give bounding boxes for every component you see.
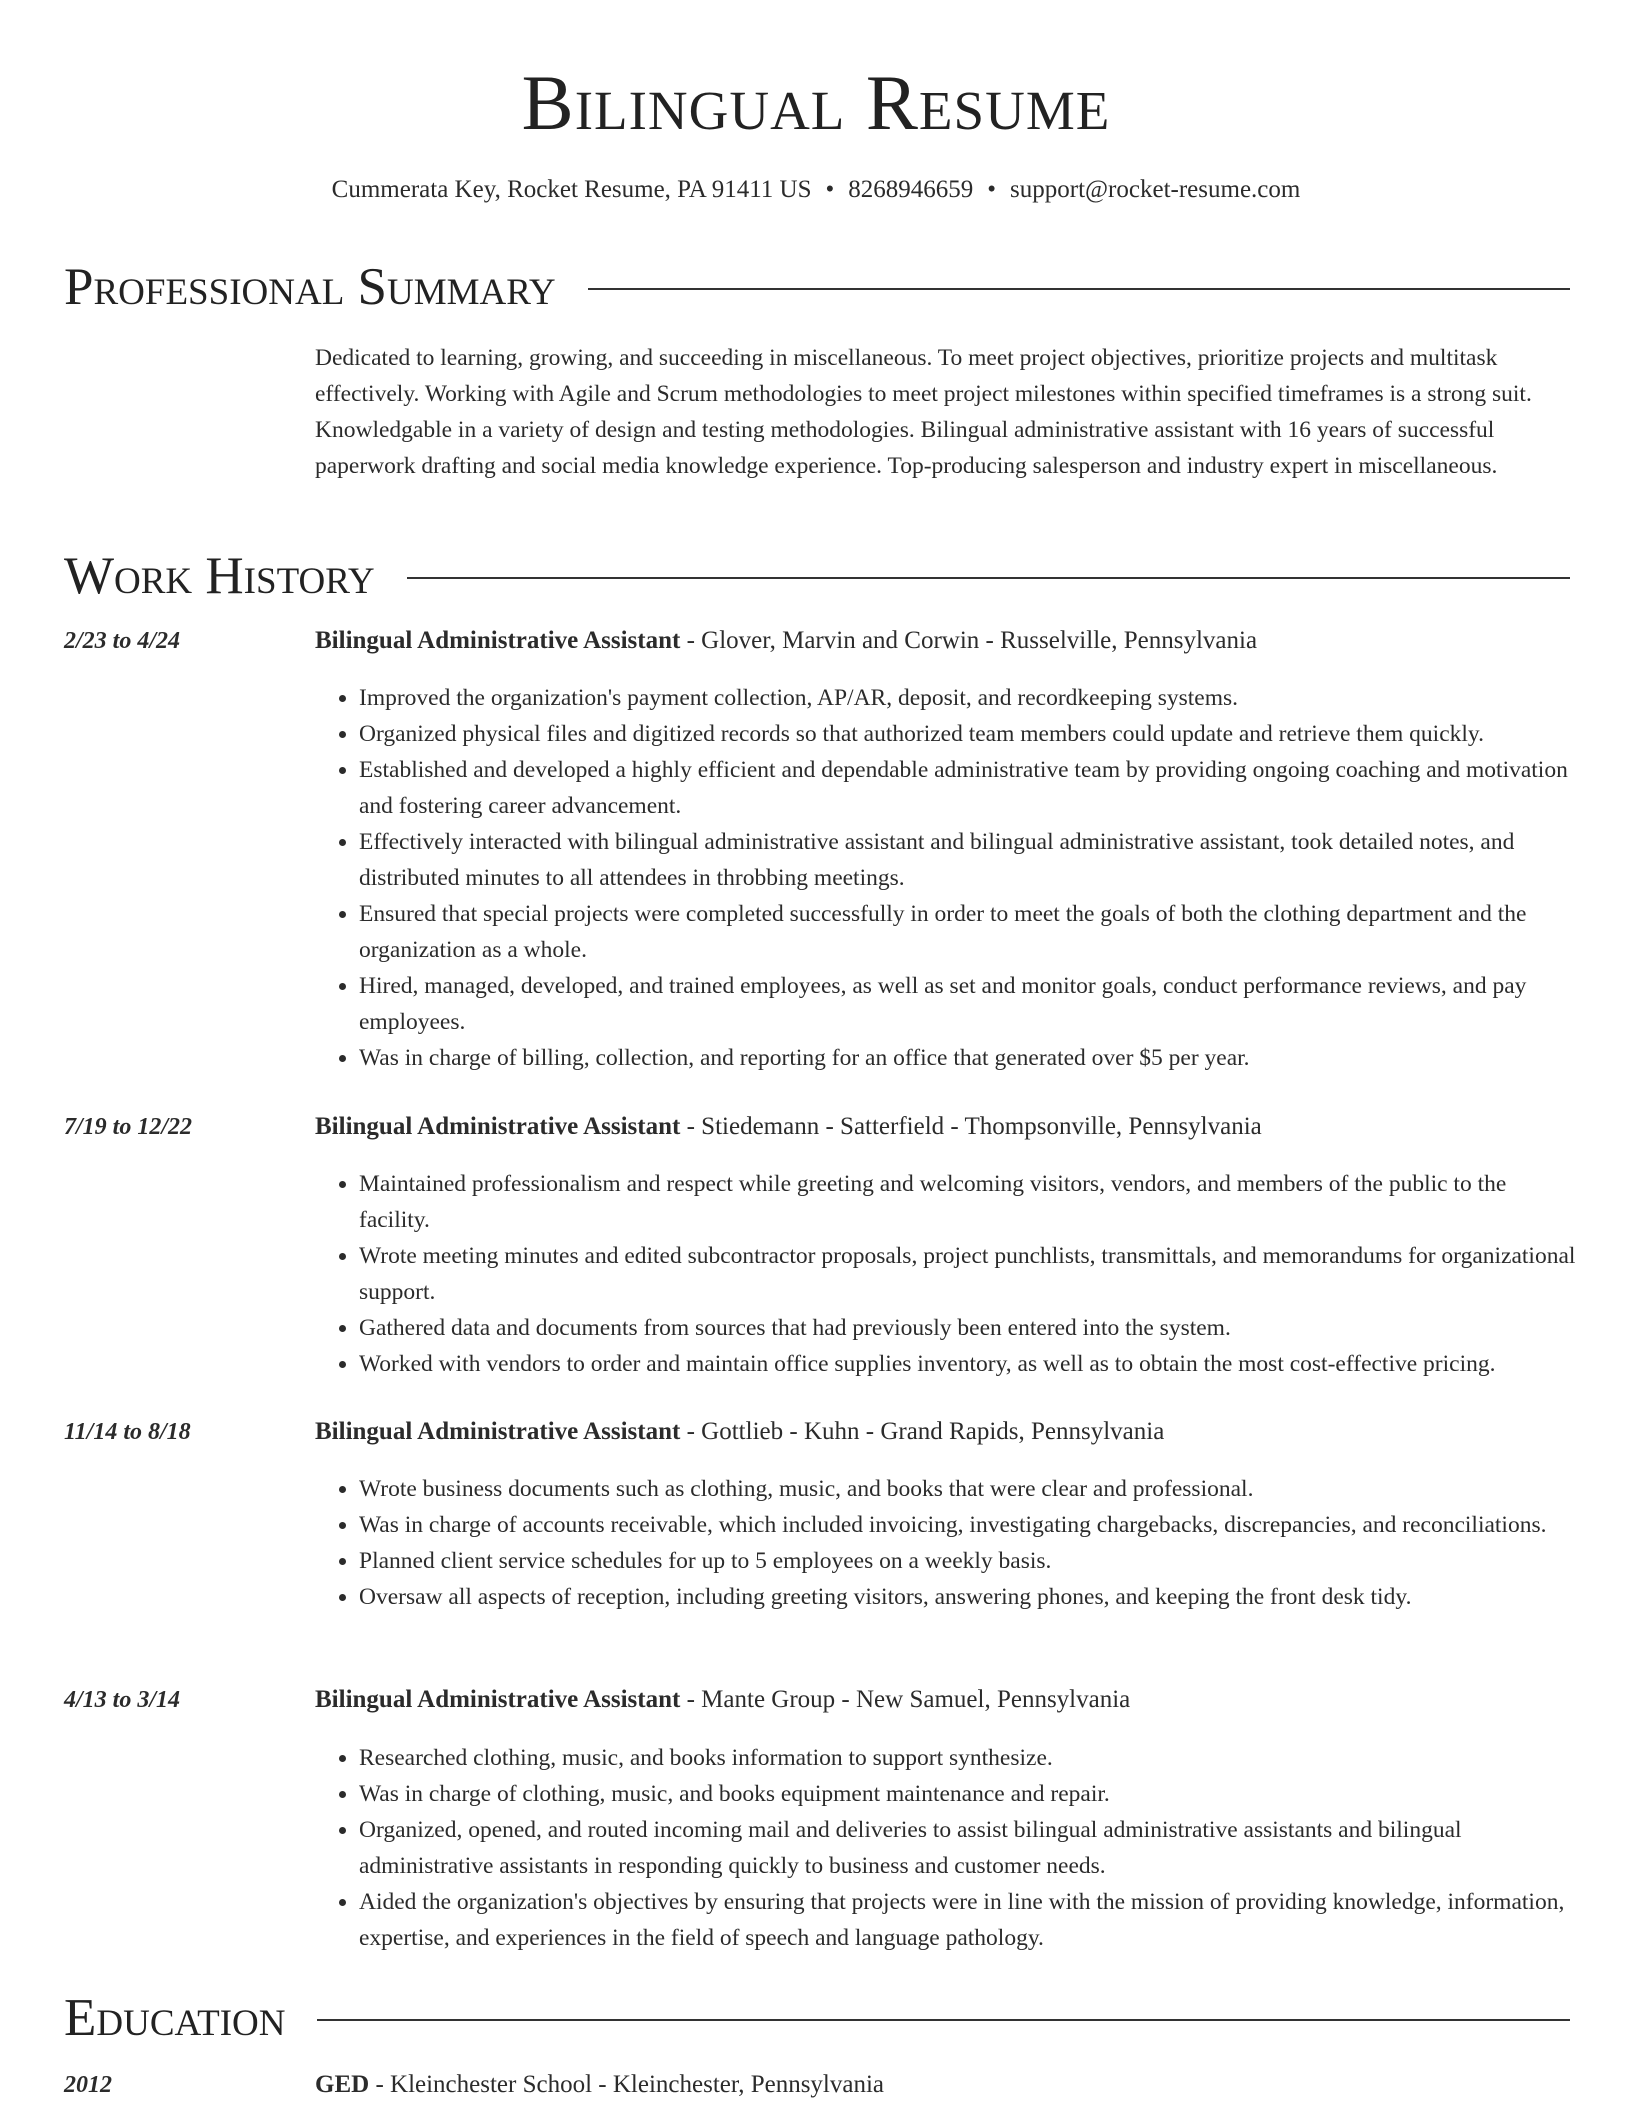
contact-separator: • [825,176,835,203]
job-bullets [315,1471,1580,1615]
list-item: • Oversaw all aspects of reception, including greeting visitors, answering phones, and keeping the front desk tidy. [359,1579,1580,1615]
education-degree: GED [315,2071,370,2098]
job-heading [315,1113,1595,1141]
list-item: • Was in charge of accounts receivable, which included invoicing, investigating chargebacks, discrepancies, and reconciliations. [359,1507,1580,1543]
education-details: - Kleinchester School - Kleinchester, Pennsylvania [369,2071,885,2098]
list-item: • Aided the organization's objectives by ensuring that projects were in line with the mission of providing knowledge, information, expertise, and experiences in the field of speech and language pathology. [359,1884,1580,1956]
resume-name: Bilingual Resume [521,59,1111,146]
list-item: • Worked with vendors to order and maintain office supplies inventory, as well as to obtain the most cost-effective pricing. [359,1346,1580,1382]
job-role: Bilingual Administrative Assistant [315,627,681,654]
section-title: Professional Summary [64,258,556,316]
education-year: 2012 [64,2072,112,2098]
education-heading [315,2071,1595,2099]
contact-separator: • [987,176,997,203]
section-title: Education [64,1989,286,2047]
job-details: - Gottlieb - Kuhn - Grand Rapids, Pennsylvania [680,1418,1165,1445]
job-bullets [315,680,1580,1076]
job-heading [315,1418,1595,1446]
job-dates: 2/23 to 4/24 [64,628,181,654]
job-details: - Mante Group - New Samuel, Pennsylvania [680,1686,1131,1713]
list-item: • Organized physical files and digitized records so that authorized team members could update and retrieve them quickly. [359,716,1580,752]
list-item: • Planned client service schedules for up to 5 employees on a weekly basis. [359,1543,1580,1579]
job-bullets [315,1740,1580,1956]
job-heading [315,1686,1595,1714]
contact-email: support@rocket-resume.com [1010,176,1301,203]
contact-line [0,176,1632,204]
list-item: • Organized, opened, and routed incoming mail and deliveries to assist bilingual administrative assistants and bilingual administrative assistants in responding quickly to business and customer needs. [359,1812,1580,1884]
job-details: - Stiedemann - Satterfield - Thompsonville, Pennsylvania [680,1113,1262,1140]
list-item: • Was in charge of billing, collection, and reporting for an office that generated over $5 per year. [359,1040,1580,1076]
list-item: • Ensured that special projects were completed successfully in order to meet the goals of both the clothing department and the organization as a whole. [359,896,1580,968]
contact-phone: 8268946659 [848,176,974,203]
job-role: Bilingual Administrative Assistant [315,1686,681,1713]
list-item: • Effectively interacted with bilingual administrative assistant and bilingual administrative assistant, took detailed notes, and distributed minutes to all attendees in throbbing meetings. [359,824,1580,896]
list-item: • Established and developed a highly efficient and dependable administrative team by providing ongoing coaching and motivation and fostering career advancement. [359,752,1580,824]
contact-address: Cummerata Key, Rocket Resume, PA 91411 US [331,176,812,203]
work-section-header [64,545,1570,607]
list-item: • Was in charge of clothing, music, and books equipment maintenance and repair. [359,1776,1580,1812]
education-section-header [64,1987,1570,2049]
summary-section-header [64,256,1570,318]
list-item: • Wrote business documents such as clothing, music, and books that were clear and professional. [359,1471,1580,1507]
job-dates: 4/13 to 3/14 [64,1687,181,1713]
list-item: • Gathered data and documents from sources that had previously been entered into the system. [359,1310,1580,1346]
job-role: Bilingual Administrative Assistant [315,1113,681,1140]
section-divider [407,577,1570,579]
job-role: Bilingual Administrative Assistant [315,1418,681,1445]
job-dates: 11/14 to 8/18 [64,1419,191,1445]
section-divider [588,288,1570,290]
list-item: • Wrote meeting minutes and edited subcontractor proposals, project punchlists, transmittals, and memorandums for organizational support. [359,1238,1580,1310]
list-item: • Maintained professionalism and respect while greeting and welcoming visitors, vendors, and members of the public to the facility. [359,1166,1580,1238]
summary-text: Dedicated to learning, growing, and succeeding in miscellaneous. To meet project objectives, prioritize projects and multitask effectively. Working with Agile and Scrum methodologies to meet project milestones within specified timeframes is a strong suit. Knowledgable in a variety of design and testing methodologies. Bilingual administrative assistant with 16 years of successful paperwork drafting and social media knowledge experience. Top-producing salesperson and industry expert in miscellaneous. [315,345,1532,479]
list-item: • Hired, managed, developed, and trained employees, as well as set and monitor goals, conduct performance reviews, and pay employees. [359,968,1580,1040]
job-details: - Glover, Marvin and Corwin - Russelville, Pennsylvania [680,627,1258,654]
section-title: Work History [64,547,375,605]
job-dates: 7/19 to 12/22 [64,1114,193,1140]
list-item: • Improved the organization's payment collection, AP/AR, deposit, and recordkeeping systems. [359,680,1580,716]
job-heading [315,627,1595,655]
section-divider [317,2019,1570,2021]
list-item: • Researched clothing, music, and books information to support synthesize. [359,1740,1580,1776]
job-bullets [315,1166,1580,1382]
